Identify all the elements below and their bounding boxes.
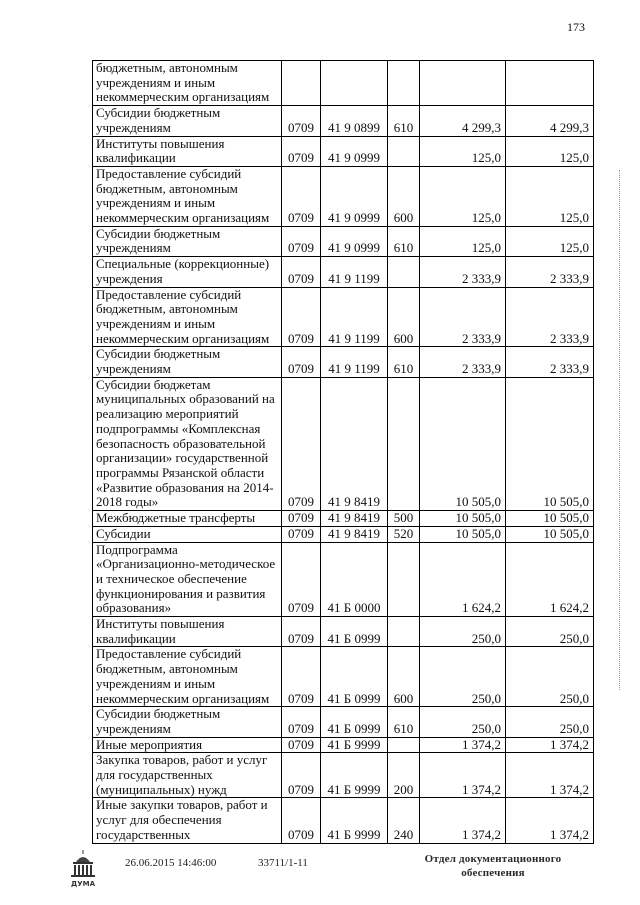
footer-doc-number: 33711/1-11	[258, 857, 308, 869]
expense-type-cell: 600	[388, 287, 420, 347]
amount-1-cell: 1 374,2	[420, 753, 506, 798]
section-code-cell: 0709	[282, 617, 321, 647]
table-row	[93, 287, 594, 347]
target-code-cell: 41 9 8419	[321, 511, 388, 527]
amount-1-cell: 250,0	[420, 707, 506, 737]
amount-2-cell: 250,0	[506, 647, 594, 707]
target-code-cell: 41 9 0899	[321, 106, 388, 136]
expense-type-cell	[388, 542, 420, 617]
row-name-cell: Субсидии бюджетным учреждениям	[93, 347, 282, 377]
table-row	[93, 257, 594, 287]
footer-datetime: 26.06.2015 14:46:00	[125, 857, 217, 869]
target-code-cell: 41 Б 9999	[321, 737, 388, 753]
row-name-cell: Специальные (коррекционные) учреждения	[93, 257, 282, 287]
row-name-cell: Субсидии бюджетам муниципальных образований на реализацию мероприятий подпрограммы «Комплексная безопасность образовательной организации» государственной программы Рязанской области «Развитие образования на 2014- 2018 годы»	[93, 377, 282, 510]
section-code-cell: 0709	[282, 707, 321, 737]
row-name-cell: Иные закупки товаров, работ и услуг для обеспечения государственных	[93, 798, 282, 843]
expense-type-cell: 600	[388, 647, 420, 707]
table-row	[93, 226, 594, 256]
logo-lettering: ДУМА	[70, 880, 96, 888]
amount-1-cell: 1 374,2	[420, 737, 506, 753]
stamp-line-2: обеспечения	[461, 867, 525, 879]
section-code-cell: 0709	[282, 287, 321, 347]
row-name-cell: Иные мероприятия	[93, 737, 282, 753]
target-code-cell: 41 9 1199	[321, 287, 388, 347]
amount-2-cell: 250,0	[506, 707, 594, 737]
amount-2-cell: 125,0	[506, 226, 594, 256]
amount-2-cell: 2 333,9	[506, 257, 594, 287]
section-code-cell: 0709	[282, 347, 321, 377]
amount-1-cell: 250,0	[420, 647, 506, 707]
amount-1-cell: 1 374,2	[420, 798, 506, 843]
expense-type-cell: 240	[388, 798, 420, 843]
amount-1-cell: 125,0	[420, 226, 506, 256]
target-code-cell: 41 Б 0000	[321, 542, 388, 617]
expense-type-cell: 610	[388, 347, 420, 377]
amount-1-cell: 2 333,9	[420, 287, 506, 347]
amount-1-cell: 2 333,9	[420, 257, 506, 287]
target-code-cell: 41 9 1199	[321, 347, 388, 377]
row-name-cell: Закупка товаров, работ и услуг для государственных (муниципальных) нужд	[93, 753, 282, 798]
row-name-cell: Предоставление субсидий бюджетным, автономным учреждениям и иным некоммерческим организациям	[93, 166, 282, 226]
budget-table-body	[93, 61, 594, 844]
target-code-cell: 41 9 0999	[321, 166, 388, 226]
row-name-cell: Институты повышения квалификации	[93, 617, 282, 647]
expense-type-cell: 610	[388, 226, 420, 256]
expense-type-cell: 600	[388, 166, 420, 226]
section-code-cell: 0709	[282, 511, 321, 527]
expense-type-cell	[388, 737, 420, 753]
amount-2-cell: 1 374,2	[506, 753, 594, 798]
amount-1-cell: 2 333,9	[420, 347, 506, 377]
amount-2-cell: 125,0	[506, 166, 594, 226]
amount-2-cell: 1 374,2	[506, 798, 594, 843]
section-code-cell: 0709	[282, 106, 321, 136]
table-row	[93, 511, 594, 527]
row-name-cell: Институты повышения квалификации	[93, 136, 282, 166]
section-code-cell: 0709	[282, 542, 321, 617]
section-code-cell	[282, 61, 321, 106]
target-code-cell: 41 Б 0999	[321, 707, 388, 737]
amount-1-cell: 125,0	[420, 166, 506, 226]
amount-2-cell: 10 505,0	[506, 526, 594, 542]
row-name-cell: Межбюджетные трансферты	[93, 511, 282, 527]
table-row	[93, 526, 594, 542]
amount-2-cell: 10 505,0	[506, 377, 594, 510]
row-name-cell: бюджетным, автономным учреждениям и иным некоммерческим организациям	[93, 61, 282, 106]
row-name-cell: Предоставление субсидий бюджетным, автономным учреждениям и иным некоммерческим организациям	[93, 287, 282, 347]
target-code-cell	[321, 61, 388, 106]
amount-2-cell: 250,0	[506, 617, 594, 647]
target-code-cell: 41 9 0999	[321, 226, 388, 256]
amount-1-cell: 1 624,2	[420, 542, 506, 617]
amount-2-cell: 4 299,3	[506, 106, 594, 136]
table-row	[93, 753, 594, 798]
table-row	[93, 542, 594, 617]
expense-type-cell: 200	[388, 753, 420, 798]
target-code-cell: 41 9 8419	[321, 526, 388, 542]
row-name-cell: Субсидии бюджетным учреждениям	[93, 707, 282, 737]
target-code-cell: 41 Б 9999	[321, 798, 388, 843]
expense-type-cell	[388, 61, 420, 106]
section-code-cell: 0709	[282, 377, 321, 510]
duma-logo-icon	[68, 848, 98, 890]
table-row	[93, 737, 594, 753]
table-row	[93, 347, 594, 377]
amount-2-cell: 1 374,2	[506, 737, 594, 753]
section-code-cell: 0709	[282, 166, 321, 226]
row-name-cell: Подпрограмма «Организационно-методическое и техническое обеспечение функционирования и развития образования»	[93, 542, 282, 617]
scan-edge-line	[619, 170, 620, 690]
amount-2-cell: 1 624,2	[506, 542, 594, 617]
table-row	[93, 798, 594, 843]
target-code-cell: 41 9 8419	[321, 377, 388, 510]
amount-1-cell: 125,0	[420, 136, 506, 166]
target-code-cell: 41 Б 0999	[321, 647, 388, 707]
table-row	[93, 166, 594, 226]
table-row	[93, 136, 594, 166]
target-code-cell: 41 9 1199	[321, 257, 388, 287]
expense-type-cell: 610	[388, 106, 420, 136]
amount-2-cell: 2 333,9	[506, 287, 594, 347]
section-code-cell: 0709	[282, 798, 321, 843]
budget-table	[92, 60, 594, 844]
section-code-cell: 0709	[282, 753, 321, 798]
amount-1-cell	[420, 61, 506, 106]
section-code-cell: 0709	[282, 737, 321, 753]
target-code-cell: 41 Б 0999	[321, 617, 388, 647]
expense-type-cell: 610	[388, 707, 420, 737]
expense-type-cell: 520	[388, 526, 420, 542]
expense-type-cell: 500	[388, 511, 420, 527]
page-number: 173	[567, 20, 585, 34]
section-code-cell: 0709	[282, 136, 321, 166]
expense-type-cell	[388, 257, 420, 287]
table-row	[93, 61, 594, 106]
amount-2-cell: 10 505,0	[506, 511, 594, 527]
expense-type-cell	[388, 136, 420, 166]
stamp-line-1: Отдел документационного	[424, 853, 562, 865]
section-code-cell: 0709	[282, 226, 321, 256]
table-row	[93, 647, 594, 707]
section-code-cell: 0709	[282, 526, 321, 542]
amount-2-cell	[506, 61, 594, 106]
amount-1-cell: 4 299,3	[420, 106, 506, 136]
target-code-cell: 41 Б 9999	[321, 753, 388, 798]
expense-type-cell	[388, 377, 420, 510]
row-name-cell: Субсидии бюджетным учреждениям	[93, 106, 282, 136]
amount-1-cell: 10 505,0	[420, 526, 506, 542]
table-row	[93, 106, 594, 136]
expense-type-cell	[388, 617, 420, 647]
row-name-cell: Субсидии	[93, 526, 282, 542]
table-row	[93, 617, 594, 647]
amount-1-cell: 10 505,0	[420, 511, 506, 527]
amount-2-cell: 2 333,9	[506, 347, 594, 377]
table-row	[93, 377, 594, 510]
table-row	[93, 707, 594, 737]
row-name-cell: Субсидии бюджетным учреждениям	[93, 226, 282, 256]
section-code-cell: 0709	[282, 647, 321, 707]
amount-1-cell: 10 505,0	[420, 377, 506, 510]
department-stamp	[418, 852, 568, 880]
row-name-cell: Предоставление субсидий бюджетным, автономным учреждениям и иным некоммерческим организациям	[93, 647, 282, 707]
amount-1-cell: 250,0	[420, 617, 506, 647]
amount-2-cell: 125,0	[506, 136, 594, 166]
target-code-cell: 41 9 0999	[321, 136, 388, 166]
section-code-cell: 0709	[282, 257, 321, 287]
